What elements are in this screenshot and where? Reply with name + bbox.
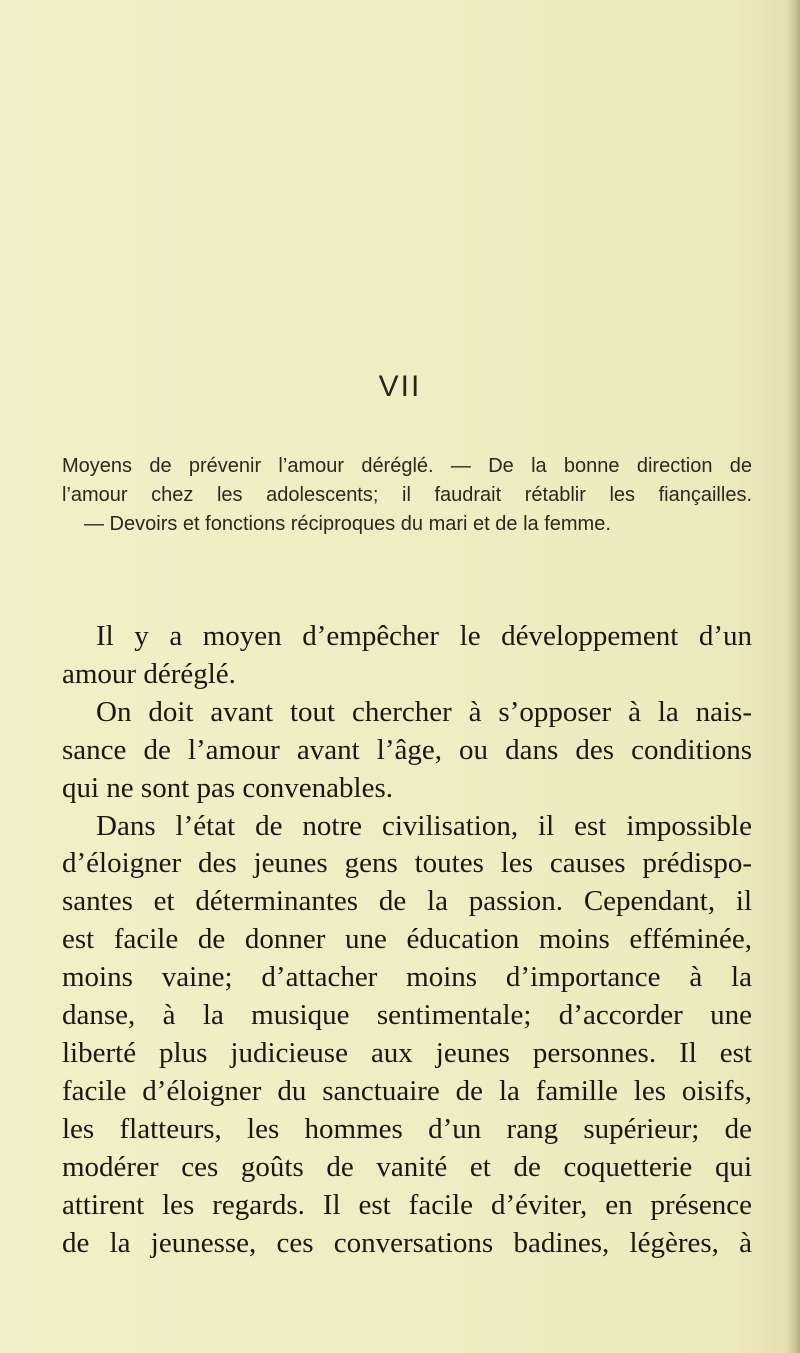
summary-line: Moyens de prévenir l’amour déréglé. — De la bonne direction de <box>62 455 752 477</box>
body-line: attirent les regards. Il est facile d’éviter, en présence <box>62 1188 752 1221</box>
body-line: liberté plus judicieuse aux jeunes personnes. Il est <box>62 1036 752 1069</box>
body-line: moins vaine; d’attacher moins d’importance à la <box>62 961 752 994</box>
body-line: santes et déterminantes de la passion. Cependant, il <box>62 885 752 918</box>
body-line: est facile de donner une éducation moins efféminée, <box>62 923 752 956</box>
body-line: On doit avant tout chercher à s’opposer à la nais- <box>96 695 752 728</box>
body-line: Il y a moyen d’empêcher le développement d’un <box>96 620 752 652</box>
chapter-body <box>62 618 752 1262</box>
body-line: sance de l’amour avant l’âge, ou dans des conditions <box>62 733 752 766</box>
body-line: les flatteurs, les hommes d’un rang supérieur; de <box>62 1112 752 1145</box>
body-line: facile d’éloigner du sanctuaire de la famille les oisifs, <box>62 1074 752 1107</box>
body-line: modérer ces goûts de vanité et de coquetterie qui <box>62 1150 752 1183</box>
body-line: danse, à la musique sentimentale; d’accorder une <box>62 999 752 1032</box>
page-edge-shadow <box>786 0 800 1353</box>
body-line: d’éloigner des jeunes gens toutes les causes prédispo- <box>62 847 752 880</box>
body-line: qui ne sont pas convenables. <box>62 771 394 804</box>
body-line: de la jeunesse, ces conversations badines, légères, à <box>62 1226 752 1259</box>
summary-line: l’amour chez les adolescents; il faudrait rétablir les fiançailles. <box>62 484 752 506</box>
summary-line: — Devoirs et fonctions réciproques du mari et de la femme. <box>84 513 611 535</box>
chapter-number: VII <box>378 370 422 403</box>
body-line: Dans l’état de notre civilisation, il est impossible <box>96 809 752 842</box>
body-line: amour déréglé. <box>62 657 236 690</box>
chapter-summary <box>62 452 752 539</box>
